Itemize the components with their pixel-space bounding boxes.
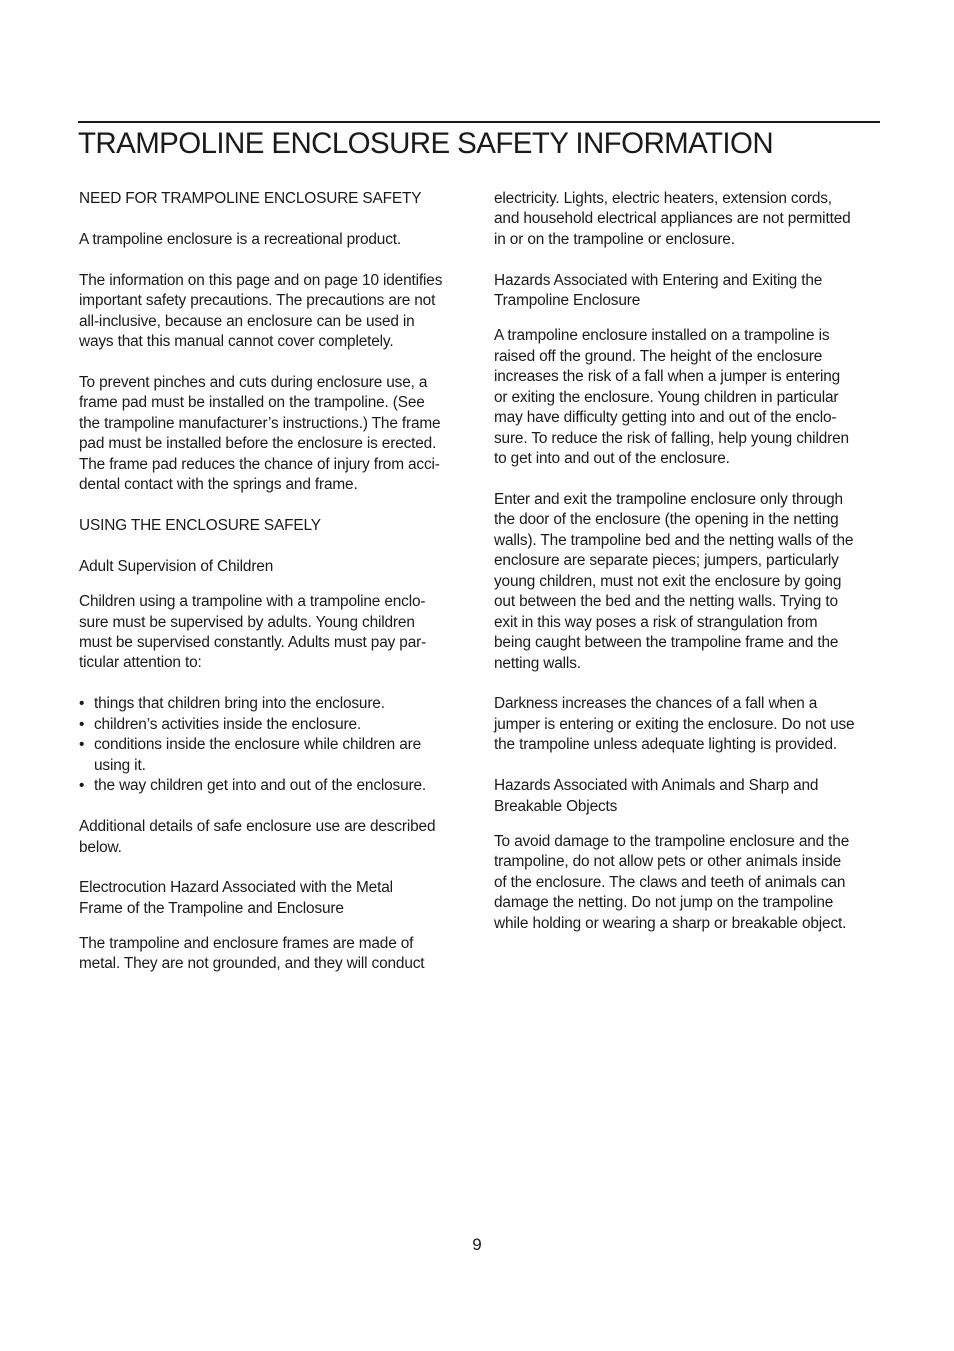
frame-pad-paragraph: To prevent pinches and cuts during enclosure use, a frame pad must be installed on the trampoline. (See the trampoline manufacturer’s instructions.) The frame pad must be installed before the enclosure is erected. The frame pad reduces the chance of injury from acci- dental contact with the springs and frame. [79,374,441,494]
left-column [79,189,471,975]
section-heading-need: NEED FOR TRAMPOLINE ENCLOSURE SAFETY [79,190,422,207]
electrocution-paragraph-continued: electricity. Lights, electric heaters, extension cords, and household electrical appliances are not permitted in or on the trampoline or enclosure. [494,190,851,248]
intro-paragraph: A trampoline enclosure is a recreational product. [79,230,402,248]
section-heading-using: USING THE ENCLOSURE SAFELY [79,517,321,535]
list-item: • children’s activities inside the enclosure. [79,715,471,735]
list-item: • the way children get into and out of the enclosure. [79,776,471,796]
page-number: 9 [472,1235,482,1254]
animals-paragraph: To avoid damage to the trampoline enclosure and the trampoline, do not allow pets or other animals inside of the enclosure. The claws and teeth of animals can damage the netting. Do not jump on the trampoline while holding or wearing a sharp or breakable object. [494,832,850,932]
details-paragraph: Additional details of safe enclosure use are described below. [79,818,436,856]
list-item: • conditions inside the enclosure while children are using it. [79,735,471,776]
subheading-entering-exiting: Hazards Associated with Entering and Exiting the Trampoline Enclosure [494,271,823,310]
supervision-paragraph: Children using a trampoline with a trampoline enclo- sure must be supervised by adults. Young children must be supervised constantly. Adults must pay par- ticular attention to: [79,593,427,672]
subheading-electrocution: Electrocution Hazard Associated with the Metal Frame of the Trampoline and Enclosure [79,879,393,917]
attention-bullet-list [79,694,471,796]
subheading-supervision: Adult Supervision of Children [79,558,274,576]
electrocution-paragraph: The trampoline and enclosure frames are made of metal. They are not grounded, and they will conduct [79,934,425,973]
list-item: • things that children bring into the enclosure. [79,694,471,714]
entering-paragraph: A trampoline enclosure installed on a trampoline is raised off the ground. The height of the enclosure increases the risk of a fall when a jumper is entering or exiting the enclosure. Young children in particular may have difficulty getting into and out of the enclo- sure. To reduce the risk of falling, help young children to get into and out of the enclosure. [494,327,849,468]
title-rule [78,121,880,123]
info-paragraph: The information on this page and on page 10 identifies important safety precautions. The precautions are not all-inclusive, because an enclosure can be used in ways that this manual cannot cover completely. [79,271,443,351]
page-title: TRAMPOLINE ENCLOSURE SAFETY INFORMATION [78,127,774,160]
darkness-paragraph: Darkness increases the chances of a fall when a jumper is entering or exiting the enclosure. Do not use the trampoline unless adequate lighting is provided. [494,695,855,754]
subheading-animals-objects: Hazards Associated with Animals and Sharp and Breakable Objects [494,777,819,815]
door-paragraph: Enter and exit the trampoline enclosure only through the door of the enclosure (the opening in the netting walls). The trampoline bed and the netting walls of the enclosure are separate pieces; jumpers, particularly young children, must not exit the enclosure by going out between the bed and the netting walls. Trying to exit in this way poses a risk of strangulation from being caught between the trampoline frame and the netting walls. [494,490,854,672]
right-column [494,189,884,934]
